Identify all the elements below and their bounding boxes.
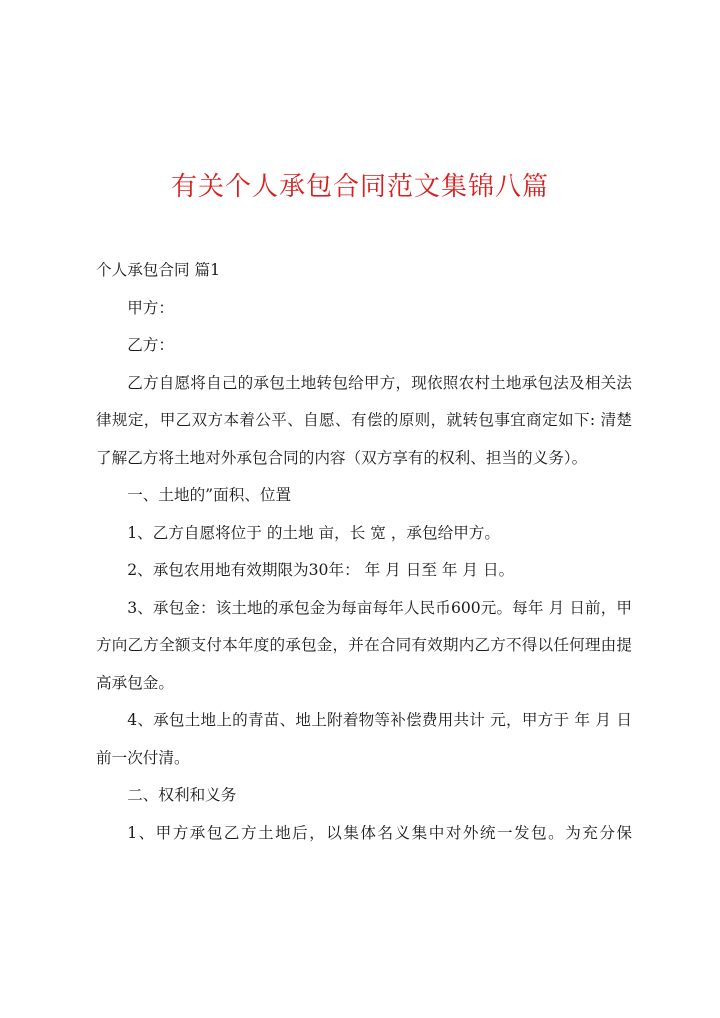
clause-heading-rights: 二、权利和义务: [127, 786, 237, 804]
clause-1-4: 4、承包土地上的青苗、地上附着物等补偿费用共计 元，甲方于 年 月 日前一次付清。: [96, 711, 632, 767]
clause-1-1: 1、乙方自愿将位于 的土地 亩，长 宽 ，承包给甲方。: [127, 523, 500, 542]
document-body: [96, 252, 632, 852]
clause-heading-land: 一、土地的”面积、位置: [127, 486, 292, 504]
party-a-line: 甲方：: [127, 298, 174, 317]
clause-2-1: 1、甲方承包乙方土地后，以集体名义集中对外统一发包。为充分保: [127, 823, 632, 842]
intro-paragraph: 乙方自愿将自己的承包土地转包给甲方，现依照农村土地承包法及相关法律规定，甲乙双方本着公平、自愿、有偿的原则，就转包事宜商定如下: 清楚了解乙方将土地对外承包合同的内容（双方享有的权利、担当的义务）。: [96, 373, 632, 467]
document-title: 有关个人承包合同范文集锦八篇: [170, 172, 549, 203]
section-heading: 个人承包合同 篇1: [96, 261, 221, 279]
clause-1-3: 3、承包金：该土地的承包金为每亩每年人民币600元。每年 月 日前，甲方向乙方全额支付本年度的承包金，并在合同有效期内乙方不得以任何理由提高承包金。: [96, 598, 632, 692]
party-b-line: 乙方：: [127, 336, 174, 354]
clause-1-2: 2、承包农用地有效期限为30年： 年 月 日至 年 月 日。: [127, 561, 515, 579]
